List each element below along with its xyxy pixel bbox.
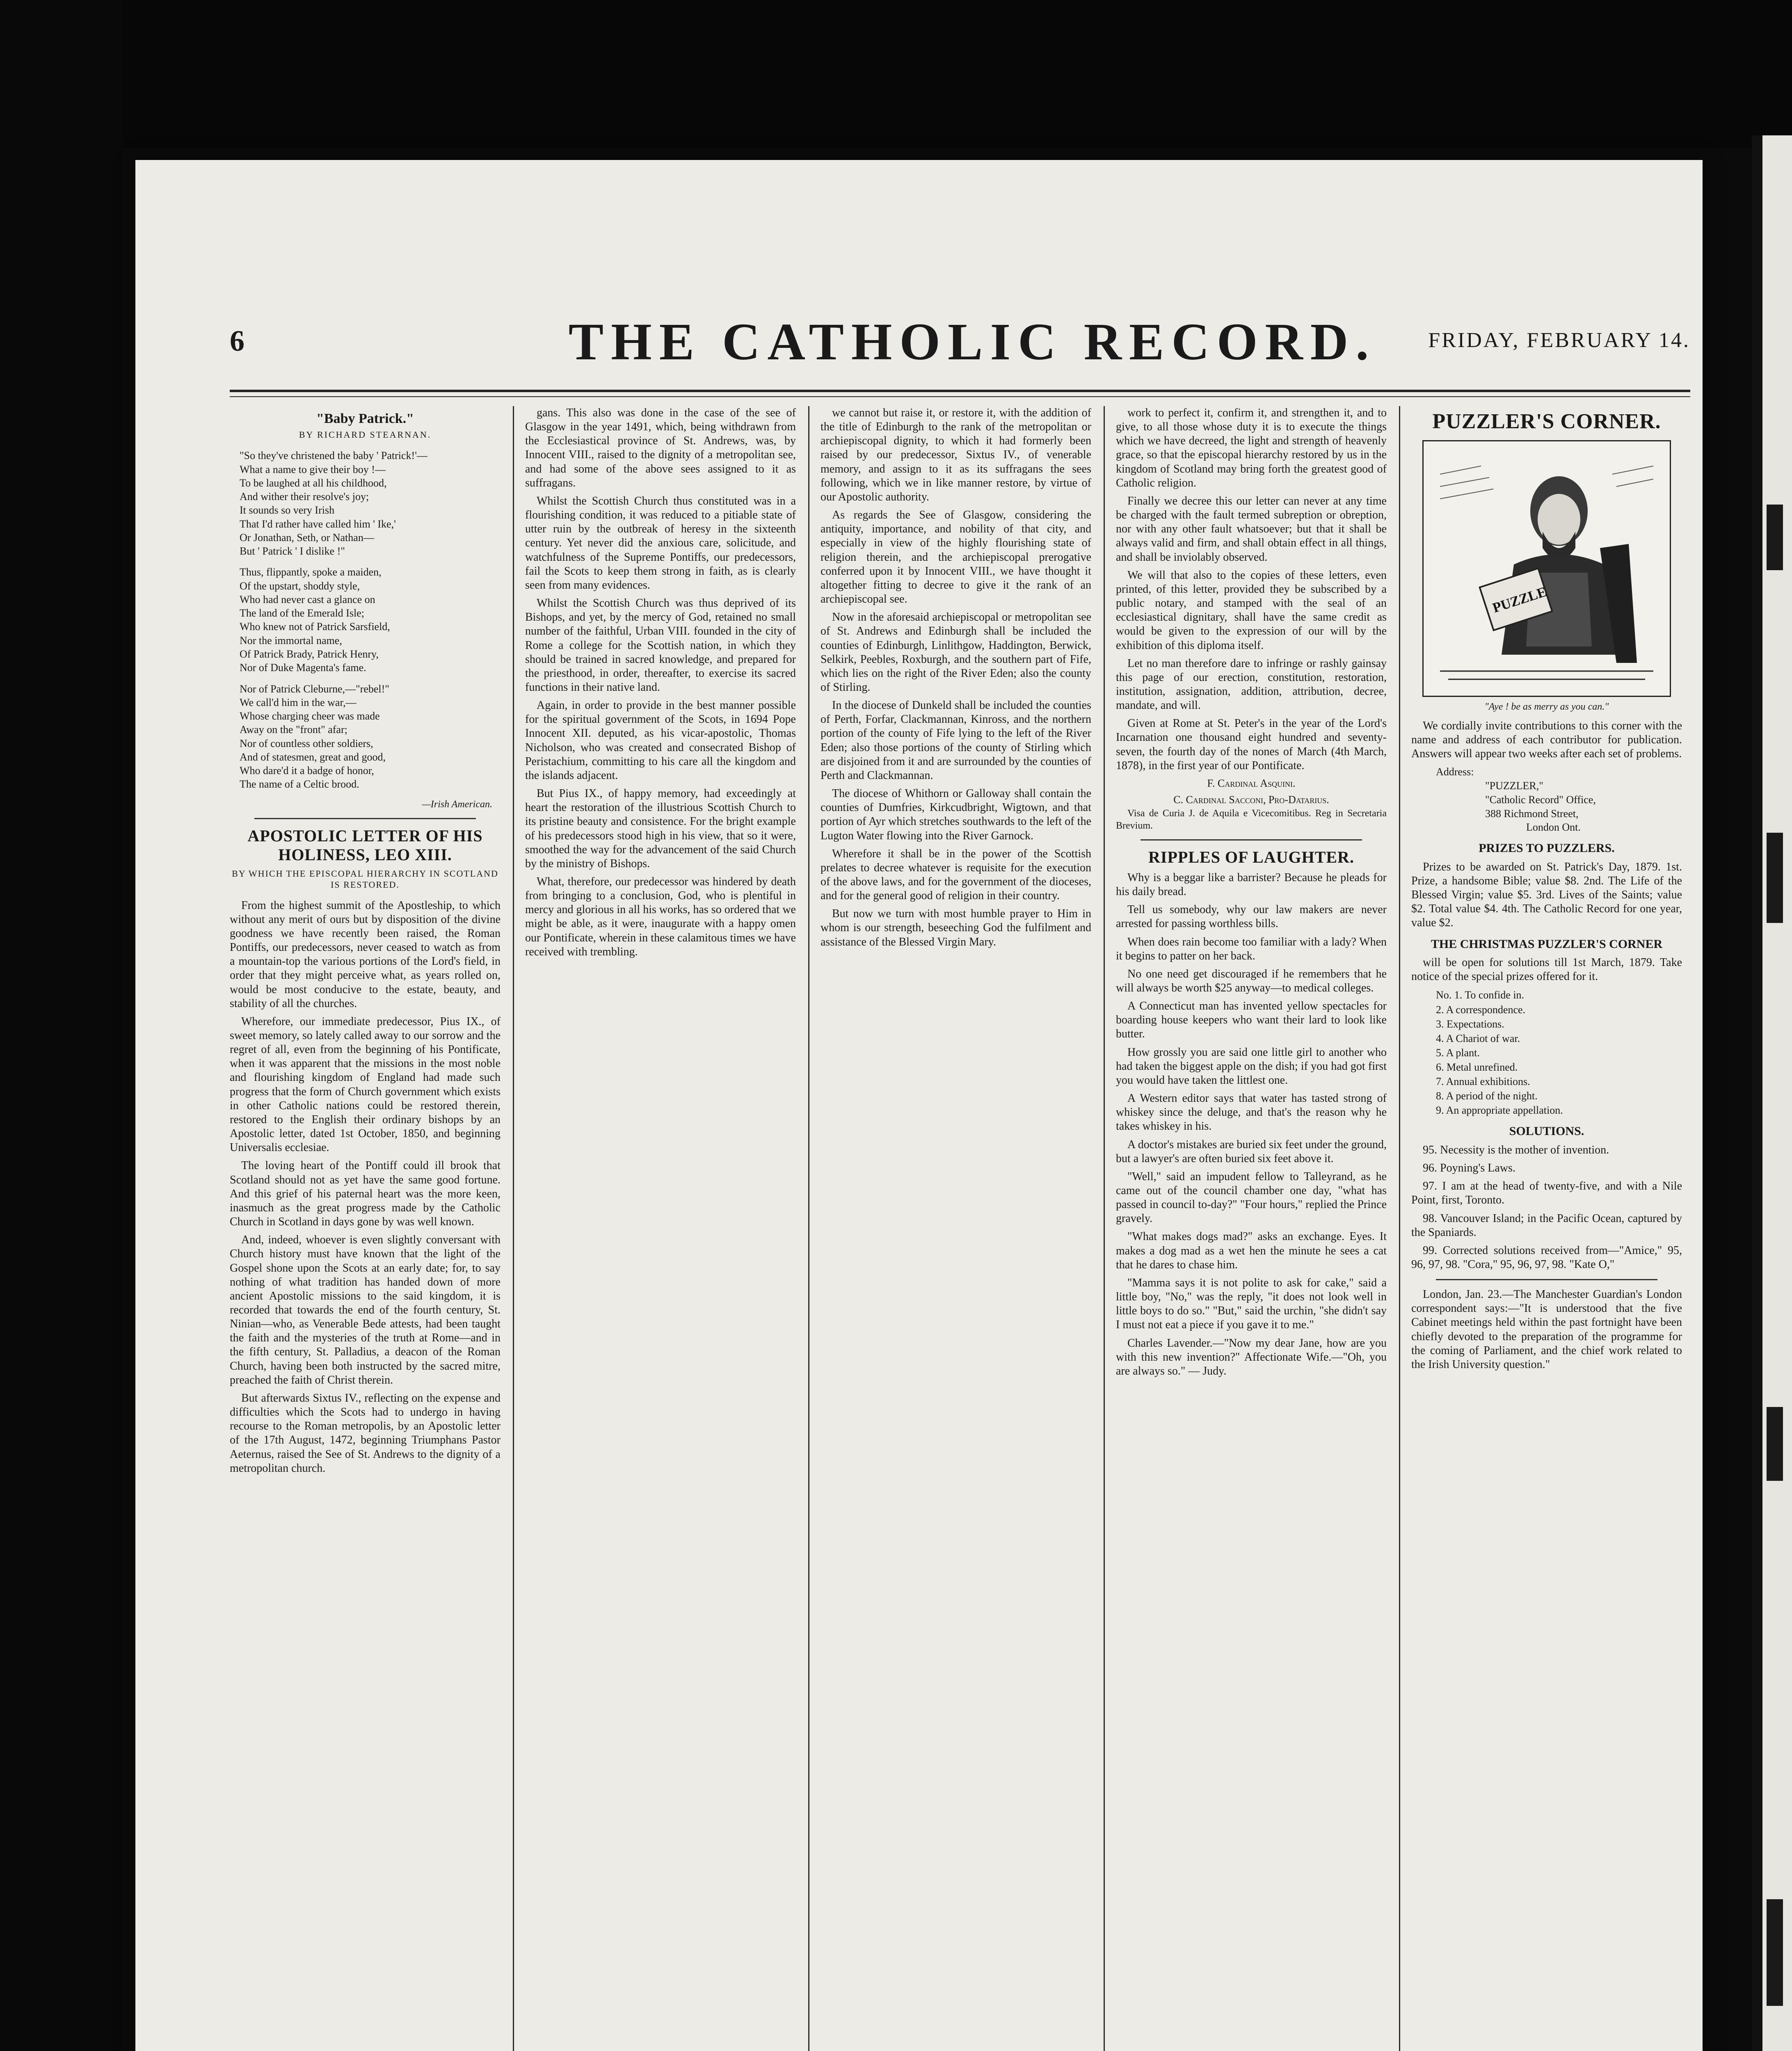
article-paragraph: gans. This also was done in the case of the see of Glasgow in the year 1491, which, being withdrawn from the Ecclesiastical province of St. Andrews, was, by Innocent VIII., raised to the dignity of a metropolitan see, and had some of the above sees assigned to it as suffragans.: [525, 407, 796, 489]
address-line: London Ont.: [1526, 821, 1581, 834]
puzzle-sign-text: PUZZLE: [1490, 584, 1549, 616]
article-paragraph: Now in the aforesaid archiepiscopal or metropolitan see of St. Andrews and Edinburgh shall be included the counties of Edinburgh, Linlithgow, Haddington, Berwick, Selkirk, Peebles, Roxburgh, and the southern part of Fife, which lies on the right of the River Eden; also the county of Stirling.: [821, 611, 1091, 694]
signature-note: Visa de Curia J. de Aquila e Vicecomitibus. Reg in Secretaria Brevium.: [1116, 808, 1387, 831]
address-lead: Address:: [1436, 766, 1474, 778]
list-item: 4. A Chariot of war.: [1436, 1032, 1520, 1044]
puzzler-headline: PUZZLER'S CORNER.: [1432, 410, 1661, 433]
solution-line: 98. Vancouver Island; in the Pacific Ocean, captured by the Spaniards.: [1411, 1212, 1682, 1239]
joke-item: Why is a beggar like a barrister? Because he pleads for his daily bread.: [1116, 871, 1387, 898]
puzzler-intro: We cordially invite contributions to this corner with the name and address of each contributor for publication. Answers will appear two weeks after each set of problems.: [1411, 719, 1682, 761]
list-item: 7. Annual exhibitions.: [1436, 1076, 1530, 1087]
article-paragraph: In the diocese of Dunkeld shall be included the counties of Perth, Forfar, Clackmannan, Kinross, and the northern portion of the county of Fife lying to the left of the River Eden; also those portions of the county of Stirling which are disjoined from it and are surrounded by the counties of Perth and Clackmannan.: [821, 699, 1091, 782]
article-paragraph: As regards the See of Glasgow, considering the antiquity, importance, and nobility of that city, and especially in view of the highly flourishing state of religion therein, and the archiepiscopal prerogative conferred upon it by Innocent VIII., we have thought it altogether fitting to decree to give it the rank of an archiepiscopal see.: [821, 509, 1091, 606]
article-paragraph: work to perfect it, confirm it, and strengthen it, and to give, to all those whose duty it is to execute the things which we have decreed, the light and strength of heavenly grace, so that the episcopal hierarchy restored by us in the kingdom of Scotland may bring forth the greatest good of Catholic religion.: [1116, 407, 1387, 489]
prizes-headline: PRIZES TO PUZZLERS.: [1479, 841, 1615, 855]
article-paragraph: The diocese of Whithorn or Galloway shall contain the counties of Dumfries, Kirkcudbright, Wigtown, and that portion of Ayr which stretches southwards to the left of the Lugton Water flowing into the River Garnock.: [821, 787, 1091, 842]
solution-line: 99. Corrected solutions received from—"Amice," 95, 96, 97, 98. "Cora," 95, 96, 97, 98. "Kate O,": [1411, 1244, 1682, 1271]
poem-stanza: Nor of Patrick Cleburne,—"rebel!" We call'd him in the war,— Whose charging cheer was made Away on the "front" afar; Nor of countless other soldiers, And of statesmen, great and good, Who dare'd it a badge of honor, The name of a Celtic brood.: [240, 683, 389, 790]
news-item: London, Jan. 23.—The Manchester Guardian's London correspondent says:—"It is understood that the five Cabinet meetings held within the past fortnight have been chiefly devoted to the preparation of the programme for the coming of Parliament, and the chief work related to the Irish University question.": [1411, 1288, 1682, 1371]
solution-line: 96. Poyning's Laws.: [1423, 1162, 1515, 1175]
masthead-rule: [230, 390, 1690, 397]
column-2: [525, 406, 796, 2051]
solution-line: 97. I am at the head of twenty-five, and with a Nile Point, first, Toronto.: [1411, 1180, 1682, 1207]
newspaper-page: [135, 160, 1703, 2051]
joke-item: Charles Lavender.—"Now my dear Jane, how are you with this new invention?" Affectionate Wife.—"Oh, you are always so." — Judy.: [1116, 1336, 1387, 1377]
joke-item: A Connecticut man has invented yellow spectacles for boarding house keepers who want their lard to look like butter.: [1116, 1000, 1387, 1041]
christmas-headline: THE CHRISTMAS PUZZLER'S CORNER: [1431, 937, 1663, 951]
article-paragraph: Wherefore, our immediate predecessor, Pius IX., of sweet memory, so lately called away to our sorrow and the regret of all, even from the beginning of his Pontificate, when it was apparent that the missions in the most noble and flourishing kingdom of England had made such progress that the form of Church government which exists in other Catholic nations could be restored therein, restored to the English their ordinary bishops by an Apostolic letter, dated 1st October, 1850, and beginning Universalis ecclesiae.: [230, 1015, 501, 1154]
poem-author: BY RICHARD STEARNAN.: [299, 429, 432, 440]
section-divider: [1436, 1279, 1657, 1280]
joke-item: "What makes dogs mad?" asks an exchange. Eyes. It makes a dog mad as a wet hen the minute he sees a cat that he dares to chase him.: [1116, 1230, 1387, 1271]
address-line: 388 Richmond Street,: [1485, 807, 1579, 820]
column-1: [230, 406, 501, 2051]
column-rule: [1399, 406, 1400, 2051]
solutions-headline: SOLUTIONS.: [1509, 1124, 1584, 1138]
scan-border-left: [0, 0, 123, 2051]
column-rule: [513, 406, 514, 2051]
joke-item: No one need get discouraged if he remembers that he will always be worth $25 anyway—to medical colleges.: [1116, 967, 1387, 994]
article-paragraph: And, indeed, whoever is even slightly conversant with Church history must have known that the light of the Gospel shone upon the Scots at an early date; for, to say nothing of what tradition has handed down of more ancient Apostolic missions to the said kingdom, it is recorded that towards the end of the fourth century, St. Ninian—who, as Venerable Bede attests, had been taught the faith and the mysteries of the truth at Rome—and in the fifth century, St. Palladius, a deacon of the Roman Church, having been both instructed by the sacred mitre, preached the faith of Christ therein.: [230, 1233, 501, 1386]
issue-date: FRIDAY, FEBRUARY 14.: [1428, 329, 1690, 352]
joke-item: "Mamma says it is not polite to ask for cake," said a little boy, "No," was the reply, "it does not look well in little boys to do so." "But," said the urchin, "she didn't say I must not eat a piece if you gave it to me.": [1116, 1276, 1387, 1332]
article-paragraph: But afterwards Sixtus IV., reflecting on the expense and difficulties which the Scots had to undergo in having recourse to the Roman metropolis, by an Apostolic letter of the 17th August, 1472, beginning Triumphans Pastor Aeternus, raised the See of St. Andrews to the dignity of a metropolitan church.: [230, 1391, 501, 1475]
article-paragraph: we cannot but raise it, or restore it, with the addition of the title of Edinburgh to the rank of the metropolitan or archiepiscopal dignity, to which it had formerly been raised by our predecessor, Sixtus IV., of venerable memory, and assign to it as its suffragans the sees following, which we in like manner restore, by virtue of our Apostolic authority.: [821, 407, 1091, 503]
joke-item: How grossly you are said one little girl to another who had taken the biggest apple on the dish; if you had got first you would have taken the littlest one.: [1116, 1046, 1387, 1087]
poem-stanza: Thus, flippantly, spoke a maiden, Of the upstart, shoddy style, Who had never cast a glance on The land of the Emerald Isle; Who knew not of Patrick Sarsfield, Nor the immortal name, Of Patrick Brady, Patrick Henry, Nor of Duke Magenta's fame.: [240, 566, 390, 674]
list-item: 6. Metal unrefined.: [1436, 1061, 1518, 1073]
section-divider: [254, 818, 476, 819]
section-divider: [1141, 839, 1362, 840]
list-item: 2. A correspondence.: [1436, 1003, 1526, 1016]
joke-item: A doctor's mistakes are buried six feet under the ground, but a lawyer's are often buried six feet above it.: [1116, 1138, 1387, 1165]
poem-source: —Irish American.: [422, 799, 492, 810]
scan-border-top: [0, 0, 1792, 148]
article-subhead: BY WHICH THE EPISCOPAL HIERARCHY IN SCOTLAND IS RESTORED.: [232, 868, 498, 890]
joke-item: A Western editor says that water has tasted strong of whiskey since the deluge, and that's the reason why he takes whiskey in his.: [1116, 1092, 1387, 1133]
prizes-text: Prizes to be awarded on St. Patrick's Day, 1879. 1st. Prize, a handsome Bible; value $8. 2nd. The Life of the Blessed Virgin; value $5. 3rd. Lives of the Saints; value $2. Total value $4. 4th. The Catholic Record for one year, value $2.: [1411, 860, 1682, 930]
column-5: [1411, 406, 1682, 2051]
column-rule: [808, 406, 809, 2051]
article-paragraph: From the highest summit of the Apostleship, to which without any merit of ours but by disposition of the divine goodness we have recently been raised, the Roman Pontiffs, our predecessors, never ceased to watch as from a mountain-top the various portions of the Lord's field, in order that they might perceive what, as years rolled on, would be most conducive to the estate, beauty, and stability of all the churches.: [230, 899, 501, 1010]
facing-page-edge: [1752, 135, 1792, 2051]
joke-item: When does rain become too familiar with a lady? When it begins to patter on her back.: [1116, 935, 1387, 962]
ripples-headline: RIPPLES OF LAUGHTER.: [1148, 847, 1354, 866]
signature: F. Cardinal Asquini.: [1207, 777, 1296, 789]
address-line: "Catholic Record" Office,: [1485, 793, 1596, 806]
column-4: [1116, 406, 1387, 2051]
article-paragraph: Again, in order to provide in the best manner possible for the spiritual government of the Scots, in 1694 Pope Innocent XII. deputed, as his vicar-apostolic, Thomas Nicholson, who was created and consecrated Bishop of Peristachium, committing to his care all the kingdom and the islands adjacent.: [525, 699, 796, 782]
article-paragraph: Whilst the Scottish Church thus constituted was in a flourishing condition, it was reduced to a pitiable state of utter ruin by the outbreak of heresy in the sixteenth century. Yet never did the anxious care, solicitude, and watchfulness of the Supreme Pontiffs, our predecessors, fail the Scots to keep them strong in faith, as is clearly seen from many evidences.: [525, 494, 796, 592]
article-headline: APOSTOLIC LETTER OF HIS HOLINESS, LEO XIII.: [247, 826, 483, 864]
article-paragraph: But now we turn with most humble prayer to Him in whom is our strength, beseeching God the fulfilment and assistance of the Blessed Virgin Mary.: [821, 907, 1091, 948]
article-paragraph: Finally we decree this our letter can never at any time be charged with the fault termed subreption or obreption, nor with any other fault whatsoever; but that it shall be always valid and firm, and shall obtain effect in all things, and shall be inviolably observed.: [1116, 494, 1387, 564]
article-paragraph: We will that also to the copies of these letters, even printed, of this letter, provided they be subscribed by a public notary, and stamped with the seal of an ecclesiastical dignitary, shall have the same credit as would be given to the expression of our will by the exhibition of this diploma itself.: [1116, 569, 1387, 652]
puzzler-engraving: [1424, 441, 1670, 696]
column-rule: [1104, 406, 1105, 2051]
address-line: "PUZZLER,": [1485, 779, 1543, 792]
article-paragraph: What, therefore, our predecessor was hindered by death from bringing to a conclusion, God, who is plentiful in mercy and glorious in all his works, has so ordered that we might be able, as it were, inaugurate with a happy omen our Pontificate, wherein in these calamitous times we have received with trembling.: [525, 875, 796, 958]
poem-stanza: "So they've christened the baby ' Patrick!'— What a name to give their boy !— To be laughed at all his childhood, And wither their resolve's joy; It sounds so very Irish That I'd rather have called him ' Ike,' Or Jonathan, Seth, or Nathan— But ' Patrick ' I dislike !": [240, 450, 427, 557]
list-item: No. 1. To confide in.: [1436, 989, 1525, 1001]
solution-line: 95. Necessity is the mother of invention.: [1423, 1143, 1609, 1156]
poem-title: "Baby Patrick.": [316, 411, 414, 426]
article-paragraph: Wherefore it shall be in the power of the Scottish prelates to decree whatever is requisite for the execution of the above laws, and for the government of the dioceses, and for the general good of religion in their country.: [821, 847, 1091, 902]
list-item: 5. A plant.: [1436, 1046, 1480, 1059]
article-paragraph: But Pius IX., of happy memory, had exceedingly at heart the restoration of the illustrious Scottish Church to its pristine beauty and consistence. For the bright example of his predecessors stood high in his view, that so it were, smoothed the way for the advancement of the said Church by the ministry of Bishops.: [525, 787, 796, 870]
list-item: 8. A period of the night.: [1436, 1090, 1538, 1102]
column-3: [821, 406, 1091, 2051]
address-block: [1436, 765, 1682, 834]
column-grid: [230, 406, 1690, 2051]
article-paragraph: The loving heart of the Pontiff could ill brook that Scotland should not as yet have the same good fortune. And this grief of his paternal heart was the more keen, inasmuch as the great progress made by the Catholic Church in Scotland in days gone by was well known.: [230, 1159, 501, 1229]
joke-item: "Well," said an impudent fellow to Talleyrand, as he came out of the council chamber one day, "what has passed in council to-day?" "Four hours," replied the Prince gravely.: [1116, 1170, 1387, 1225]
puzzler-caption: "Aye ! be as merry as you can.": [1484, 701, 1609, 713]
article-paragraph: Given at Rome at St. Peter's in the year of the Lord's Incarnation one thousand eight hundred and seventy-seven, the fourth day of the nones of March (4th March, 1878), in the first year of our Pontificate.: [1116, 717, 1387, 772]
christmas-text: will be open for solutions till 1st March, 1879. Take notice of the special prizes offered for it.: [1411, 956, 1682, 983]
page-number: 6: [230, 324, 245, 357]
puzzler-illustration: [1422, 440, 1671, 697]
list-item: 9. An appropriate appellation.: [1436, 1104, 1563, 1117]
article-paragraph: Whilst the Scottish Church was thus deprived of its Bishops, and yet, by the mercy of God, retained no small number of the faithful, Urban VIII. founded in the city of Rome a college for the Scottish nation, in which they should be trained in sacred knowledge, and prepared for the priesthood, in order, thereafter, to exercise its sacred functions in their native land.: [525, 597, 796, 694]
joke-item: Tell us somebody, why our law makers are never arrested for passing worthless bills.: [1116, 903, 1387, 930]
article-paragraph: Let no man therefore dare to infringe or rashly gainsay this page of our erection, constitution, restoration, institution, assignation, addition, attribution, decree, mandate, and will.: [1116, 657, 1387, 712]
newspaper-title: THE CATHOLIC RECORD.: [568, 313, 1376, 371]
masthead: [230, 295, 1690, 386]
signature: C. Cardinal Sacconi, Pro-Datarius.: [1173, 793, 1329, 806]
list-item: 3. Expectations.: [1436, 1018, 1504, 1030]
